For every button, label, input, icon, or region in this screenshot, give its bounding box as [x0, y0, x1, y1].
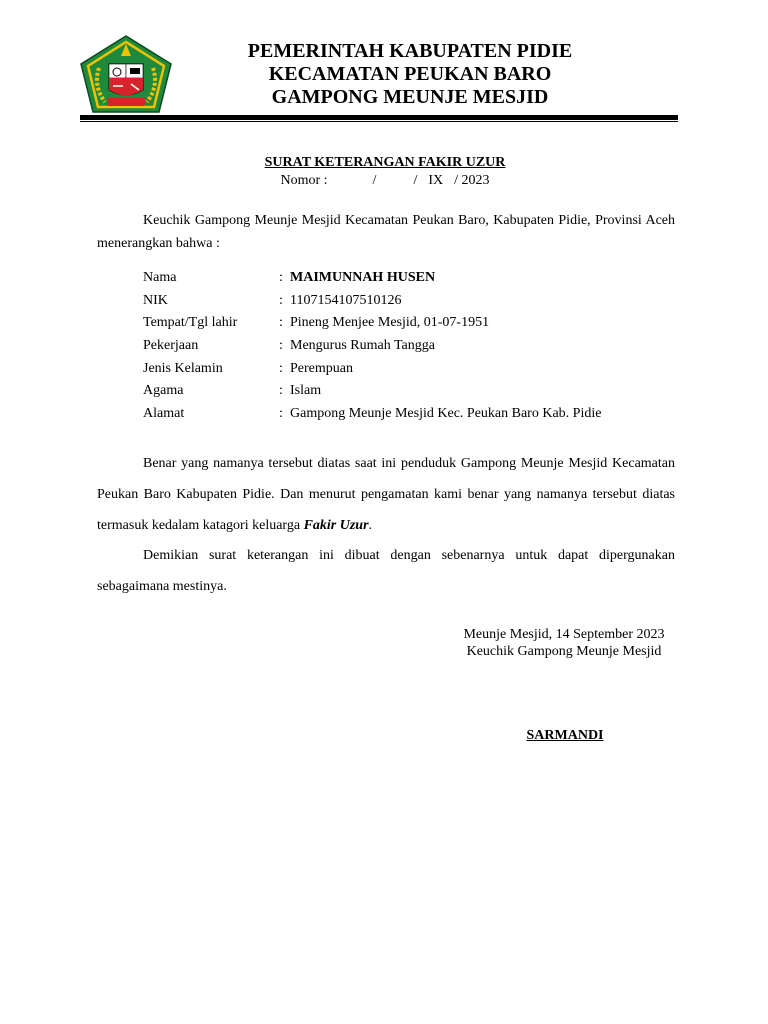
field-colon: :	[279, 270, 283, 285]
closing-paragraph: Demikian surat keterangan ini dibuat dengan sebenarnya untuk dapat dipergunakan sebagaimana mestinya.	[97, 548, 675, 594]
letter-number	[180, 173, 590, 189]
field-value: Islam	[290, 383, 322, 399]
letter-number-month: IX	[428, 173, 444, 188]
place-date: Meunje Mesjid, 14 September 2023	[463, 627, 665, 642]
field-value: Gampong Meunje Mesjid Kec. Peukan Baro Kab. Pidie	[290, 406, 602, 422]
letter-number-separator: /	[372, 173, 377, 188]
letter-number-label: Nomor :	[280, 173, 328, 188]
statement-text: Benar yang namanya tersebut diatas saat ini penduduk Gampong Meunje Mesjid Kecamatan Peukan Baro Kabupaten Pidie. Dan menurut pengamatan kami benar yang namanya tersebut diatas termasuk kedalam katagori keluarga	[97, 456, 675, 533]
letter-number-separator: /	[413, 173, 418, 188]
letter-number-year: 2023	[461, 173, 490, 188]
field-value: MAIMUNNAH HUSEN	[290, 270, 436, 285]
field-value: Perempuan	[290, 360, 353, 376]
identity-row-birth	[0, 312, 768, 335]
identity-row-nik	[0, 290, 768, 313]
pidie-emblem-icon	[79, 34, 173, 114]
field-label: NIK	[143, 292, 168, 308]
field-colon: :	[279, 338, 283, 354]
header-divider-thick	[80, 115, 678, 120]
opening-paragraph: Keuchik Gampong Meunje Mesjid Kecamatan Peukan Baro, Kabupaten Pidie, Provinsi Aceh menerangkan bahwa :	[97, 213, 675, 251]
regency-logo	[79, 34, 173, 114]
header-government: PEMERINTAH KABUPATEN PIDIE	[247, 40, 573, 62]
identity-row-religion	[0, 380, 768, 403]
field-label: Alamat	[143, 406, 185, 422]
header-divider-thin	[80, 121, 678, 122]
signer-title: Keuchik Gampong Meunje Mesjid	[466, 644, 662, 659]
identity-row-address	[0, 403, 768, 426]
field-colon: :	[279, 360, 283, 376]
field-label: Agama	[143, 383, 184, 399]
header-village: GAMPONG MEUNJE MESJID	[271, 86, 549, 108]
letter-title: SURAT KETERANGAN FAKIR UZUR	[264, 155, 506, 170]
field-colon: :	[279, 292, 283, 308]
field-label: Jenis Kelamin	[143, 360, 223, 376]
field-label: Pekerjaan	[143, 338, 199, 354]
statement-emphasis: Fakir Uzur	[303, 518, 369, 533]
field-label: Tempat/Tgl lahir	[143, 315, 238, 331]
identity-row-occupation	[0, 335, 768, 358]
field-colon: :	[279, 383, 283, 399]
field-colon: :	[279, 315, 283, 331]
header-subdistrict: KECAMATAN PEUKAN BARO	[268, 63, 552, 85]
field-value: Mengurus Rumah Tangga	[290, 338, 435, 354]
field-value: Pineng Menjee Mesjid, 01-07-1951	[290, 315, 490, 331]
letter-number-separator: /	[454, 173, 458, 188]
statement-paragraph	[97, 448, 675, 541]
signer-name: SARMANDI	[526, 728, 604, 743]
field-colon: :	[279, 406, 283, 422]
identity-row-name	[0, 267, 768, 290]
field-label: Nama	[143, 270, 177, 285]
identity-row-gender	[0, 358, 768, 381]
statement-end: .	[368, 518, 373, 533]
field-value: 1107154107510126	[290, 292, 402, 308]
identity-table	[0, 267, 768, 426]
